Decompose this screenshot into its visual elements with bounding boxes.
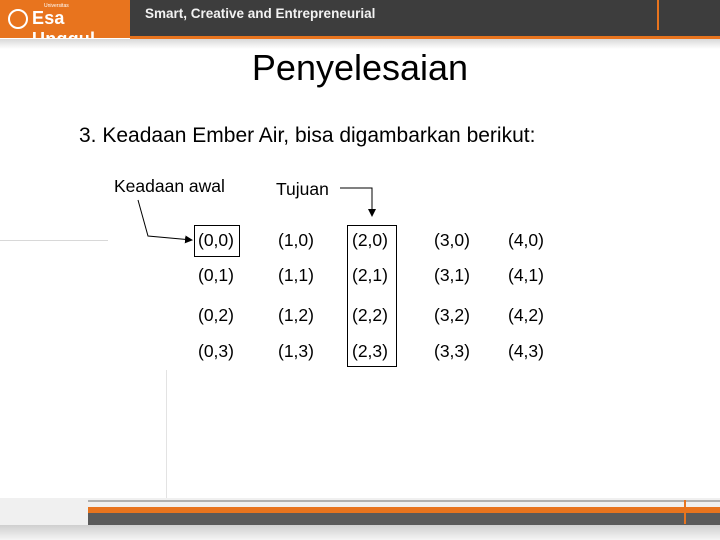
state-cell: (2,2) xyxy=(352,305,388,325)
header-bar xyxy=(0,0,720,38)
state-cell: (4,1) xyxy=(508,265,544,285)
state-cell: (1,2) xyxy=(278,305,314,325)
state-cell: (3,1) xyxy=(434,265,470,285)
slide-subtitle: 3. Keadaan Ember Air, bisa digambarkan berikut: xyxy=(79,124,536,147)
state-cell: (4,2) xyxy=(508,305,544,325)
footer-shade xyxy=(0,525,720,540)
logo-text: Esa xyxy=(32,8,65,28)
state-cell: (0,3) xyxy=(198,341,234,361)
state-cell: (1,1) xyxy=(278,265,314,285)
footer-mark xyxy=(684,500,686,524)
state-diagram xyxy=(100,170,580,380)
state-cell: (4,0) xyxy=(508,230,544,250)
state-cell: (0,2) xyxy=(198,305,234,325)
state-cell: (1,3) xyxy=(278,341,314,361)
state-cell: (3,3) xyxy=(434,341,470,361)
logo-subtext: Universitas xyxy=(44,3,69,9)
logo-emblem-icon xyxy=(8,9,28,29)
decorative-vline xyxy=(166,370,167,500)
state-cell: (1,0) xyxy=(278,230,314,250)
state-cell: (0,1) xyxy=(198,265,234,285)
state-cell: (2,3) xyxy=(352,341,388,361)
slide-title: Penyelesaian xyxy=(251,47,469,88)
state-cell: (2,1) xyxy=(352,265,388,285)
label-goal-state: Tujuan xyxy=(276,179,329,199)
label-initial-state: Keadaan awal xyxy=(114,176,225,196)
state-cell: (3,2) xyxy=(434,305,470,325)
state-cell: (4,3) xyxy=(508,341,544,361)
decorative-line xyxy=(0,240,108,241)
goal-arrow xyxy=(340,188,372,216)
state-cell: (2,0) xyxy=(352,230,388,250)
tagline: Smart, Creative and Entrepreneurial xyxy=(145,6,376,21)
header-divider xyxy=(657,0,659,30)
footer-line xyxy=(88,500,720,502)
university-logo xyxy=(0,0,130,38)
footer-dark-band xyxy=(88,513,720,525)
state-cell: (3,0) xyxy=(434,230,470,250)
state-cell: (0,0) xyxy=(198,230,234,250)
